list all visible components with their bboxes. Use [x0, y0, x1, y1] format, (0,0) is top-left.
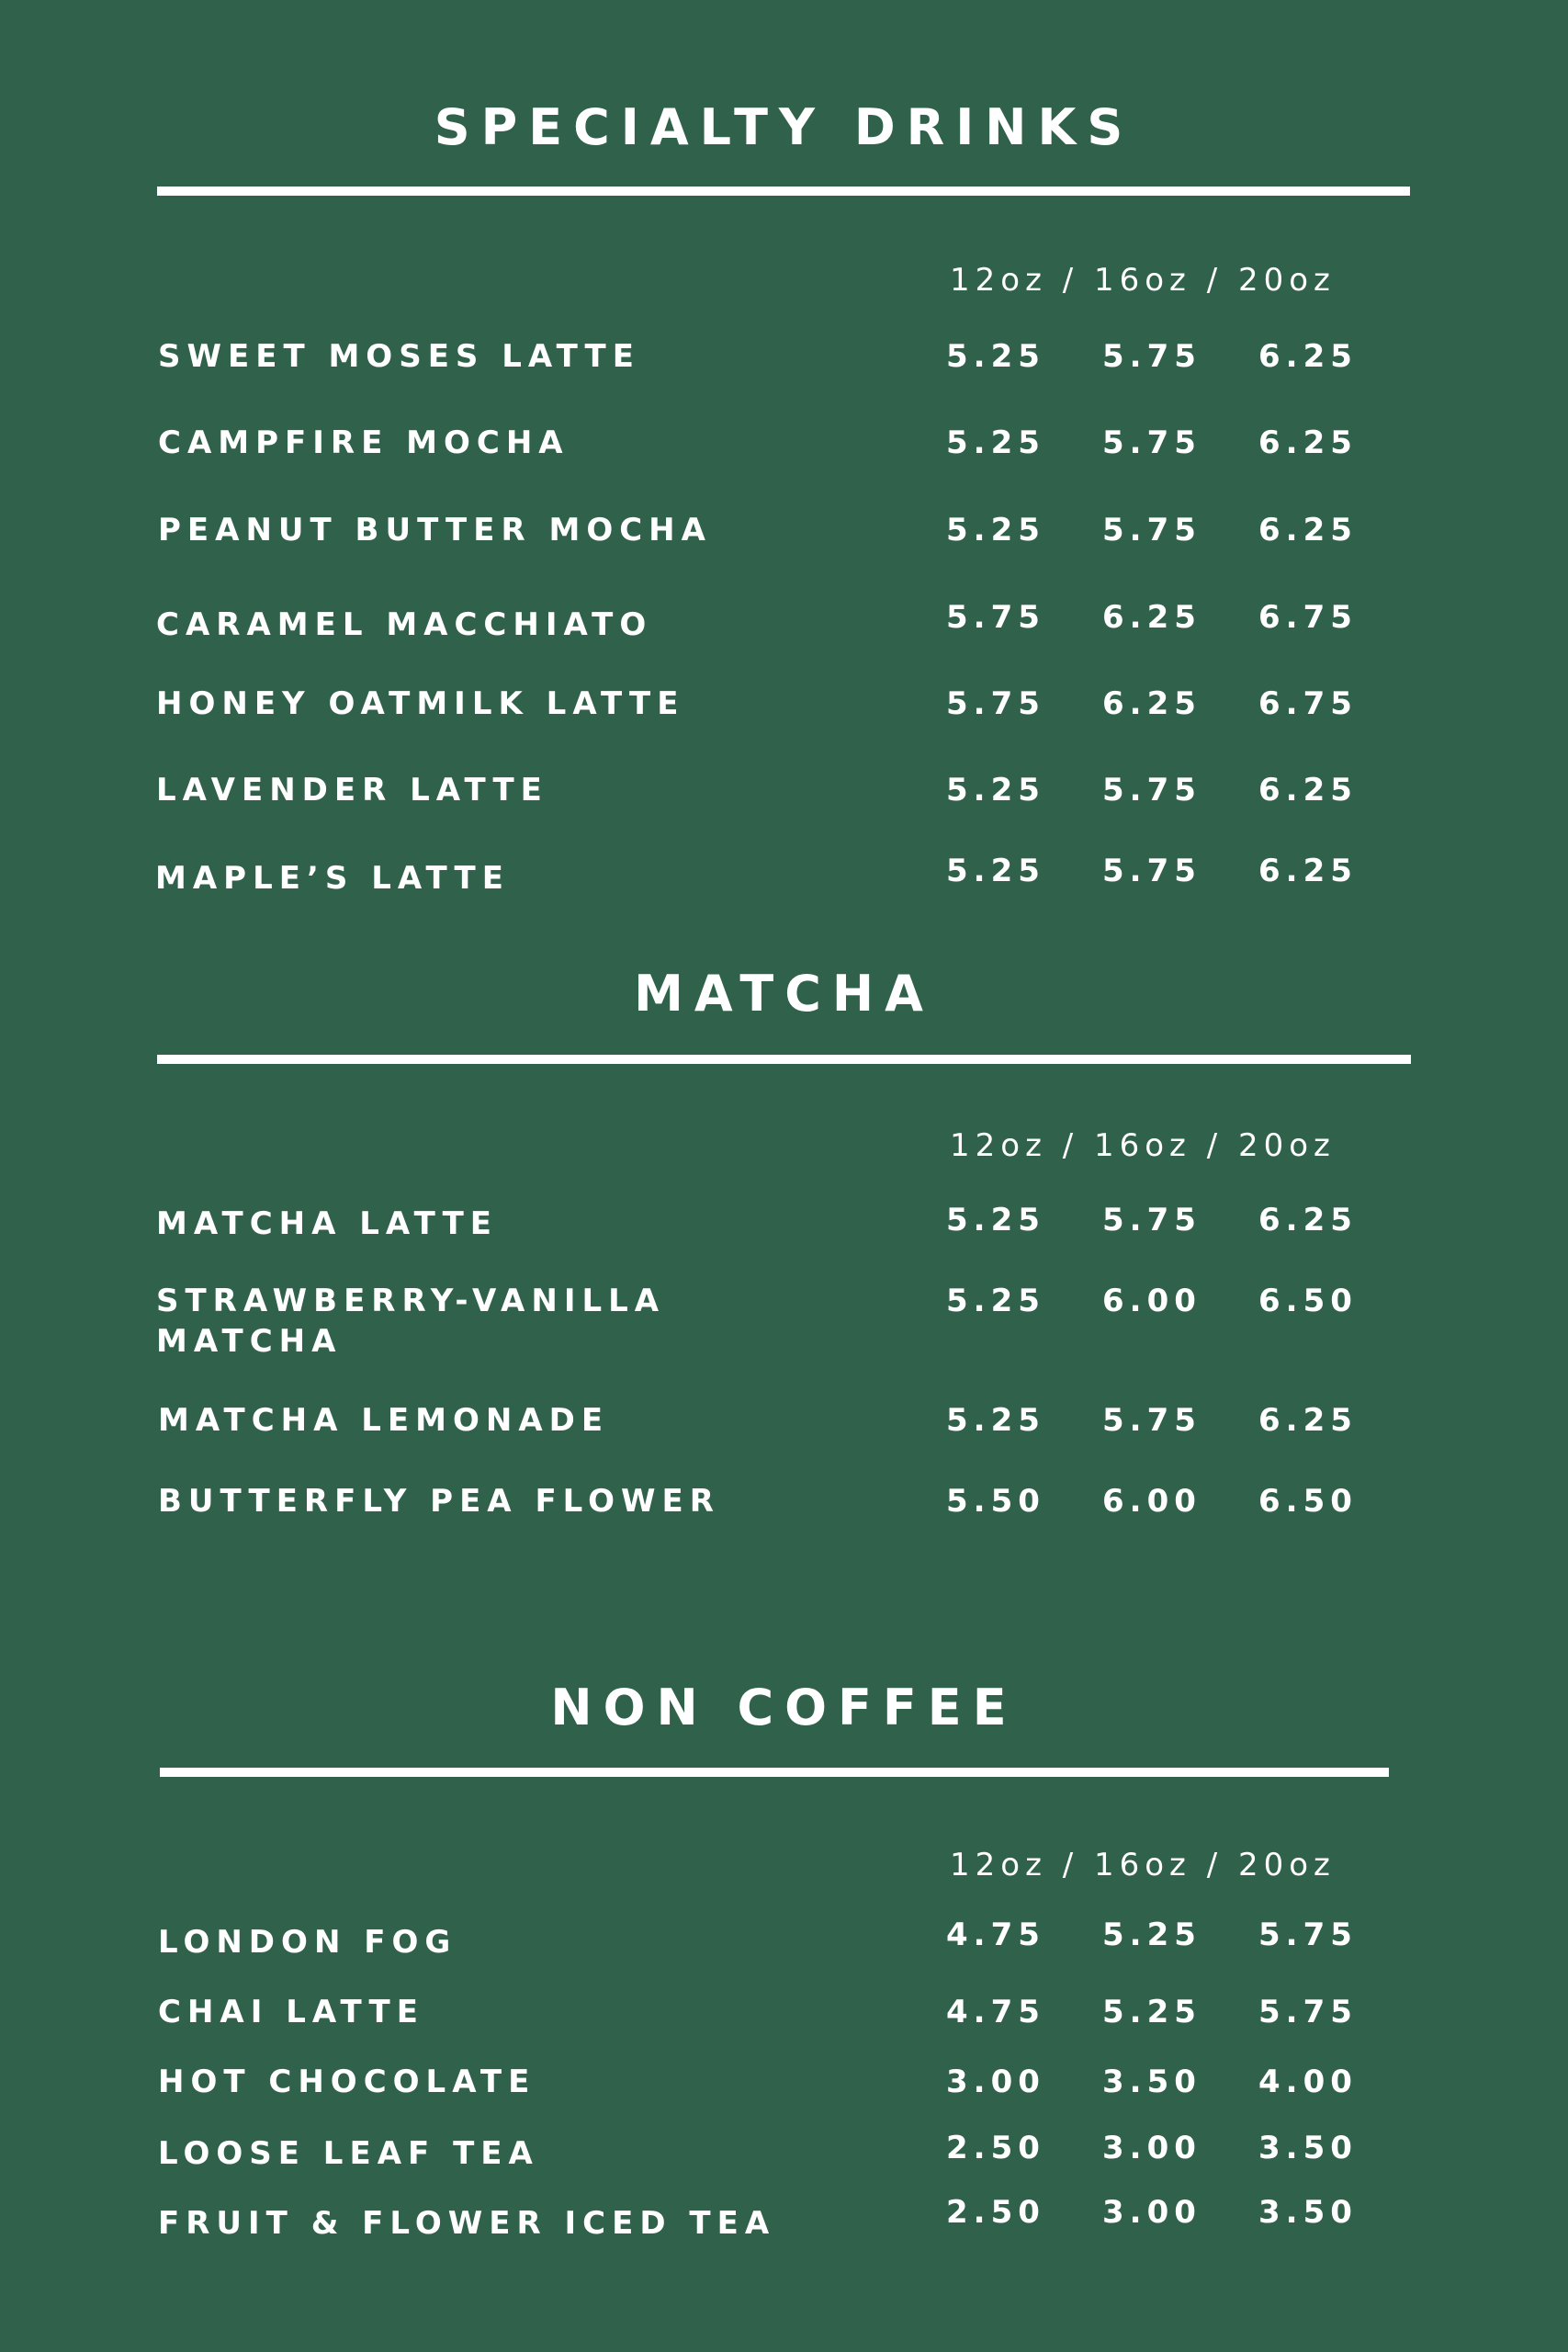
menu-item-fruit-flower-iced-tea: [0, 2192, 1568, 2247]
item-name: HOT CHOCOLATE: [158, 2064, 536, 2100]
section-divider: [157, 1055, 1411, 1064]
price-16oz: 6.25: [1102, 685, 1201, 722]
menu-item-butterfly-pea-flower: [0, 1481, 1568, 1536]
price-16oz: 5.75: [1102, 853, 1201, 889]
item-name: LONDON FOG: [158, 1924, 457, 1961]
item-name: MATCHA LATTE: [156, 1205, 498, 1242]
menu-item-lavender-latte: [0, 770, 1568, 825]
price-12oz: 5.25: [946, 1402, 1045, 1439]
price-12oz: 5.50: [946, 1483, 1045, 1520]
price-20oz: 6.25: [1258, 512, 1358, 548]
price-16oz: 3.00: [1102, 2194, 1201, 2231]
price-12oz: 5.75: [946, 599, 1045, 636]
price-16oz: 6.00: [1102, 1483, 1201, 1520]
section-divider: [157, 187, 1410, 196]
price-16oz: 5.75: [1102, 1202, 1201, 1238]
menu-item-sweet-moses-latte: [0, 336, 1568, 391]
size-header: 12oz / 16oz / 20oz: [950, 262, 1336, 299]
menu-item-caramel-macchiato: [0, 597, 1568, 652]
price-20oz: 6.50: [1258, 1483, 1358, 1520]
menu-item-strawberry-vanilla-matcha: [0, 1281, 1568, 1373]
price-12oz: 4.75: [946, 1994, 1045, 2030]
section-title: SPECIALTY DRINKS: [434, 98, 1134, 156]
price-20oz: 6.25: [1258, 338, 1358, 375]
item-name: LAVENDER LATTE: [156, 772, 548, 808]
item-name: BUTTERFLY PEA FLOWER: [158, 1483, 720, 1520]
price-20oz: 6.75: [1258, 685, 1358, 722]
price-20oz: 6.25: [1258, 1402, 1358, 1439]
item-name: FRUIT & FLOWER ICED TEA: [158, 2205, 776, 2242]
price-16oz: 6.25: [1102, 599, 1201, 636]
price-20oz: 4.00: [1258, 2064, 1358, 2100]
menu-item-matcha-latte: [0, 1200, 1568, 1255]
price-16oz: 5.75: [1102, 338, 1201, 375]
price-12oz: 5.25: [946, 1202, 1045, 1238]
price-16oz: 5.75: [1102, 424, 1201, 461]
price-12oz: 5.25: [946, 772, 1045, 808]
price-12oz: 5.25: [946, 1283, 1045, 1319]
item-name: CAMPFIRE MOCHA: [158, 424, 570, 461]
price-20oz: 6.25: [1258, 853, 1358, 889]
price-16oz: 5.75: [1102, 1402, 1201, 1439]
item-name: STRAWBERRY-VANILLA MATCHA: [156, 1283, 666, 1360]
price-20oz: 3.50: [1258, 2130, 1358, 2166]
price-12oz: 3.00: [946, 2064, 1045, 2100]
menu-item-chai-latte: [0, 1992, 1568, 2047]
price-16oz: 5.75: [1102, 512, 1201, 548]
item-name: SWEET MOSES LATTE: [158, 338, 640, 375]
price-16oz: 5.75: [1102, 772, 1201, 808]
price-12oz: 2.50: [946, 2130, 1045, 2166]
menu-item-loose-leaf-tea: [0, 2128, 1568, 2183]
section-title: MATCHA: [634, 965, 934, 1023]
menu-item-maples-latte: [0, 851, 1568, 906]
price-20oz: 6.75: [1258, 599, 1358, 636]
price-20oz: 6.50: [1258, 1283, 1358, 1319]
item-name: PEANUT BUTTER MOCHA: [158, 512, 712, 548]
section-title: NON COFFEE: [550, 1679, 1018, 1736]
price-12oz: 5.25: [946, 853, 1045, 889]
menu-item-matcha-lemonade: [0, 1400, 1568, 1455]
price-16oz: 5.25: [1102, 1994, 1201, 2030]
menu-item-honey-oatmilk-latte: [0, 684, 1568, 739]
price-16oz: 5.25: [1102, 1917, 1201, 1953]
price-20oz: 3.50: [1258, 2194, 1358, 2231]
price-12oz: 2.50: [946, 2194, 1045, 2231]
item-name: LOOSE LEAF TEA: [158, 2135, 539, 2172]
item-name: MAPLE’S LATTE: [155, 860, 510, 897]
menu-item-campfire-mocha: [0, 423, 1568, 478]
price-12oz: 5.25: [946, 424, 1045, 461]
price-12oz: 5.25: [946, 338, 1045, 375]
size-header: 12oz / 16oz / 20oz: [950, 1847, 1336, 1883]
price-16oz: 3.50: [1102, 2064, 1201, 2100]
price-20oz: 6.25: [1258, 1202, 1358, 1238]
menu-item-peanut-butter-mocha: [0, 510, 1568, 565]
menu-item-hot-chocolate: [0, 2062, 1568, 2117]
price-16oz: 3.00: [1102, 2130, 1201, 2166]
price-20oz: 6.25: [1258, 424, 1358, 461]
section-divider: [160, 1768, 1389, 1777]
price-20oz: 6.25: [1258, 772, 1358, 808]
size-header: 12oz / 16oz / 20oz: [950, 1127, 1336, 1164]
price-20oz: 5.75: [1258, 1994, 1358, 2030]
price-12oz: 5.75: [946, 685, 1045, 722]
item-name: MATCHA LEMONADE: [158, 1402, 610, 1439]
menu-item-london-fog: [0, 1915, 1568, 1970]
price-16oz: 6.00: [1102, 1283, 1201, 1319]
item-name: HONEY OATMILK LATTE: [156, 685, 685, 722]
price-12oz: 4.75: [946, 1917, 1045, 1953]
item-name: CHAI LATTE: [158, 1994, 424, 2030]
price-20oz: 5.75: [1258, 1917, 1358, 1953]
price-12oz: 5.25: [946, 512, 1045, 548]
item-name: CARAMEL MACCHIATO: [156, 606, 653, 643]
